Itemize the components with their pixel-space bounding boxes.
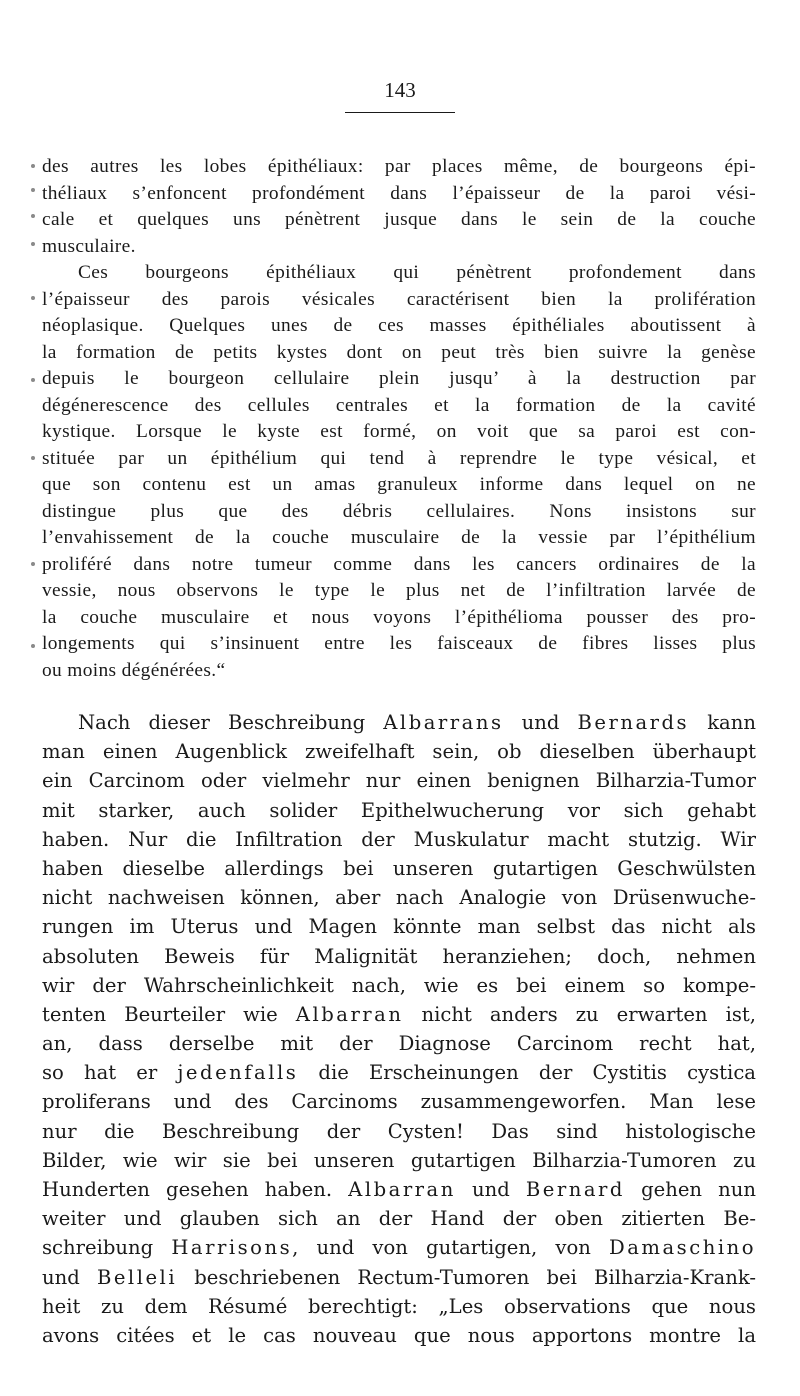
paragraph-line: absoluten Beweis für Malignität heranziehen; doch, nehmen	[42, 944, 756, 968]
quote-line: ou moins dégénérées.“	[42, 659, 226, 681]
paragraph-line: haben. Nur die Infiltration der Muskulatur macht stutzig. Wir	[42, 827, 756, 851]
main-german-paragraph	[42, 708, 756, 1350]
paragraph-line: haben dieselbe allerdings bei unseren gutartigen Geschwülsten	[42, 856, 756, 880]
quote-line: théliaux s’enfoncent profondément dans l’épaisseur de la paroi vési-	[42, 182, 756, 204]
author-name: Belleli	[96, 1265, 178, 1289]
quote-line: la couche musculaire et nous voyons l’épithélioma pousser des pro-	[42, 606, 756, 628]
page-number: 143	[384, 78, 416, 102]
paragraph-line: rungen im Uterus und Magen könnte man selbst das nicht als	[42, 915, 756, 939]
paragraph-line: avons citées et le cas nouveau que nous apportons montre la	[42, 1323, 756, 1347]
quote-line: la formation de petits kystes dont on peut très bien suivre la genèse	[42, 341, 756, 363]
quote-line: dégénerescence des cellules centrales et la formation de la cavité	[42, 394, 756, 416]
quote-line: cale et quelques uns pénètrent jusque dans le sein de la couche	[42, 209, 756, 230]
paragraph-line: und Belleli beschriebenen Rectum-Tumoren bei Bilharzia-Krank-	[42, 1265, 756, 1289]
quoted-french-passage	[42, 154, 756, 684]
paragraph-line: schreibung Harrisons, und von gutartigen, von Damaschino	[42, 1236, 756, 1260]
emphasis: jedenfalls	[177, 1061, 299, 1085]
quote-line: vessie, nous observons le type le plus net de l’infiltration larvée de	[42, 580, 756, 601]
paragraph-line: man einen Augenblick zweifelhaft sein, ob dieselben überhaupt	[42, 740, 756, 764]
author-name: Damaschino	[609, 1236, 756, 1260]
author-name: Bernard	[525, 1178, 625, 1201]
quote-line: Ces bourgeons épithéliaux qui pénètrent profondement dans	[78, 262, 756, 283]
quote-line: kystique. Lorsque le kyste est formé, on voit que sa paroi est con-	[42, 421, 756, 442]
paragraph-line: ein Carcinom oder vielmehr nur einen benignen Bilharzia-Tumor	[42, 769, 756, 793]
quote-line: proliféré dans notre tumeur comme dans les cancers ordinaires de la	[42, 553, 756, 575]
paragraph-line: mit starker, auch solider Epithelwucherung vor sich gehabt	[42, 798, 756, 822]
paragraph-line: weiter und glauben sich an der Hand der oben zitierten Be-	[42, 1207, 756, 1231]
paragraph-line: nicht nachweisen können, aber nach Analogie von Drüsenwuche-	[42, 886, 756, 910]
paragraph-line: Hunderten gesehen haben. Albarran und Bernard gehen nun	[42, 1178, 757, 1201]
author-name: Albarran	[348, 1178, 456, 1201]
author-name: Bernards	[577, 711, 690, 734]
quote-line: depuis le bourgeon cellulaire plein jusqu’ à la destruction par	[42, 368, 756, 389]
author-name: Harrisons	[171, 1236, 293, 1260]
paragraph-line: nur die Beschreibung der Cysten! Das sind histologische	[42, 1119, 756, 1143]
quote-line: distingue plus que des débris cellulaires. Nons insistons sur	[42, 500, 756, 522]
paragraph-line: heit zu dem Résumé berechtigt: „Les observations que nous	[42, 1294, 756, 1318]
author-name: Albarrans	[383, 711, 504, 734]
paragraph-line: wir der Wahrscheinlichkeit nach, wie es bei einem so kompe-	[42, 973, 756, 997]
paragraph-line: proliferans und des Carcinoms zusammengeworfen. Man lese	[42, 1090, 756, 1114]
paragraph-line: Bilder, wie wir sie bei unseren gutartigen Bilharzia-Tumoren zu	[42, 1148, 756, 1172]
quote-line: l’épaisseur des parois vésicales caractérisent bien la prolifération	[42, 288, 756, 310]
binding-edge-marks	[28, 158, 38, 678]
quote-line: musculaire.	[42, 235, 136, 257]
quote-line: stituée par un épithélium qui tend à reprendre le type vésical, et	[42, 447, 756, 469]
quote-line: l’envahissement de la couche musculaire de la vessie par l’épithélium	[42, 527, 756, 548]
paragraph-line: tenten Beurteiler wie Albarran nicht anders zu erwarten ist,	[42, 1002, 756, 1026]
quote-line: néoplasique. Quelques unes de ces masses épithéliales aboutissent à	[42, 315, 756, 336]
paragraph-line: an, dass derselbe mit der Diagnose Carcinom recht hat,	[42, 1032, 756, 1056]
quote-line: que son contenu est un amas granuleux informe dans lequel on ne	[42, 474, 756, 495]
paragraph-line: Nach dieser Beschreibung Albarrans und Bernards kann	[78, 711, 756, 734]
quote-line: longements qui s’insinuent entre les faisceaux de fibres lisses plus	[42, 633, 756, 654]
page-number-rule	[345, 112, 455, 113]
author-name: Albarran	[295, 1002, 404, 1026]
quote-line: des autres les lobes épithéliaux: par places même, de bourgeons épi-	[42, 156, 756, 177]
paragraph-line: so hat er jedenfalls die Erscheinungen der Cystitis cystica	[42, 1061, 756, 1085]
